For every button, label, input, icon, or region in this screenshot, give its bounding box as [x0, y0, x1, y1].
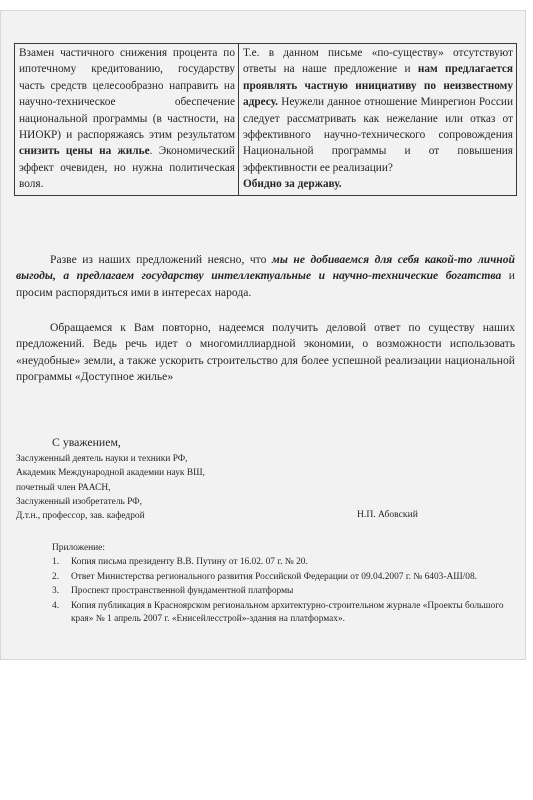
list-item-number: 2.	[52, 571, 60, 582]
response-cell	[239, 44, 517, 196]
document-page	[0, 10, 526, 660]
signature-line: Д.т.н., профессор, зав. кафедрой	[16, 511, 145, 522]
attachments-list	[52, 556, 522, 628]
signature-line: почетный член РААСН,	[16, 482, 111, 493]
table-row	[15, 44, 517, 196]
list-item-number: 1.	[52, 557, 60, 567]
list-item	[52, 556, 522, 570]
signature-line: Заслуженный деятель науки и техники РФ,	[16, 454, 188, 464]
proposal-bold-text: снизить цены на жилье	[19, 145, 150, 158]
paragraph-2	[16, 320, 515, 385]
list-item-text: Копия публикация в Красноярском региональном архитектурно-строительном журнале «Проекты большого края» № 1 апрель 2007 г. «Енисейлесстрой»-здания на платформах».	[71, 600, 504, 625]
signature-block	[16, 452, 205, 523]
paragraph-1	[16, 252, 515, 301]
paragraph-1-emphasis: мы не добиваемся для себя какой-то личной выгоды, а предлагаем государству интеллектуальные и научно-технические богатства	[16, 253, 515, 283]
comparison-table	[14, 43, 517, 196]
attachments-title: Приложение:	[52, 543, 105, 553]
list-item-text: Проспект пространственной фундаментной платформы	[71, 586, 294, 597]
signature-line: Академик Международной академии наук ВШ,	[16, 468, 205, 479]
response-text-end: Неужели данное отношение Минрегион России следует рассматривать как нежелание или отказ от эффективного научно-технического сопровождения Национальной программы и от повышения эффективности ее реализации?	[243, 96, 513, 174]
regards-line: С уважением,	[52, 435, 121, 449]
proposal-text-end: . Экономический эффект очевиден, но нужна политическая воля.	[19, 145, 235, 191]
paragraph-1-text: Разве из наших предложений неясно, что	[50, 253, 272, 266]
list-item-number: 3.	[52, 586, 60, 597]
list-item-number: 4.	[52, 600, 60, 611]
list-item	[52, 571, 522, 585]
signer-name: Н.П. Абовский	[357, 509, 418, 520]
response-text: Т.е. в данном письме «по-существу» отсутствуют ответы на наше предложение и	[243, 47, 513, 76]
list-item	[52, 585, 522, 599]
list-item-text: Ответ Министерства регионального развития Российской Федерации от 09.04.2007 г. № 6403-АШ/08.	[71, 571, 478, 582]
paragraph-2-text: Обращаемся к Вам повторно, надеемся получить деловой ответ по существу наших предложений. Ведь речь идет о многомиллиардной экономии, о возможности использовать «неудобные» земли, а также ускорить строительство для более успешной реализации национальной программы «Доступное жилье»	[16, 321, 515, 383]
response-conclusion: Обидно за державу.	[243, 178, 342, 191]
signature-line: Заслуженный изобретатель РФ,	[16, 496, 142, 507]
response-bold-text: нам предлагается проявлять частную инициативу по неизвестному адресу.	[243, 63, 514, 109]
list-item-text: Копия письма президенту В.В. Путину от 16.02. 07 г. № 20.	[71, 557, 308, 567]
proposal-text: Взамен частичного снижения процента по ипотечному кредитованию, государству часть средств целесообразно направить на научно-техническое обеспечение национальной программы (в частности, на НИОКР) и распоряжаясь этим результатом	[19, 47, 235, 142]
proposal-cell	[15, 44, 239, 196]
paragraph-1-text-end: и просим распорядиться ими в интересах народа.	[16, 269, 515, 299]
list-item	[52, 600, 522, 627]
